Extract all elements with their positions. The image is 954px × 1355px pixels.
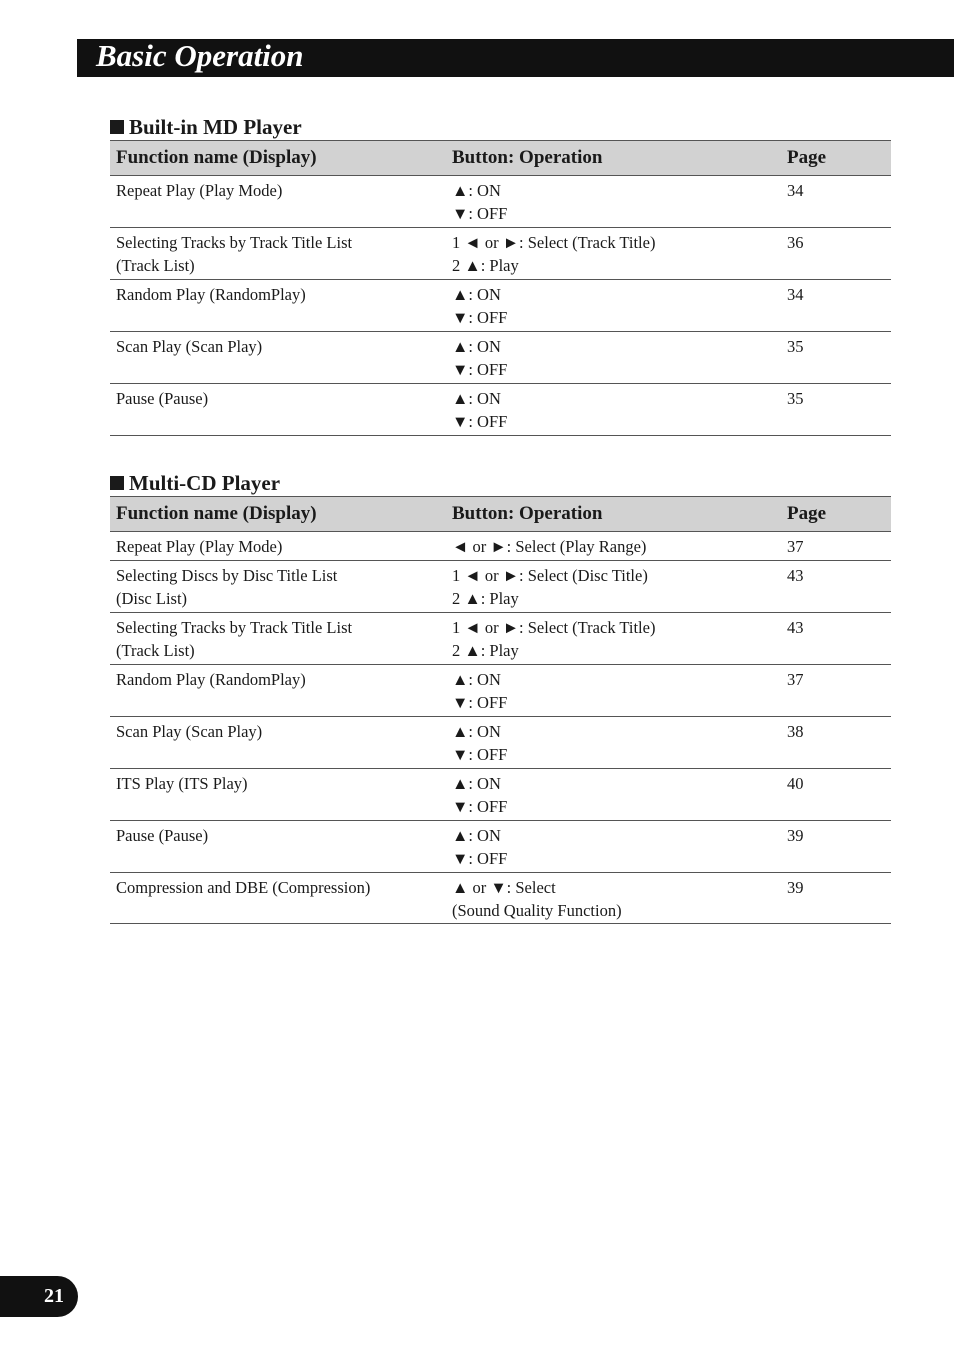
page-cell: 39 (781, 821, 891, 873)
operation-cell: 1 ◄ or ►: Select (Track Title) 2 ▲: Play (446, 613, 781, 665)
function-name-cell: Scan Play (Scan Play) (110, 332, 446, 384)
page-cell: 38 (781, 717, 891, 769)
page-cell: 36 (781, 228, 891, 280)
operation-cell: ▲: ON ▼: OFF (446, 717, 781, 769)
operation-cell: ▲: ON ▼: OFF (446, 821, 781, 873)
column-header-operation: Button: Operation (446, 497, 781, 532)
operation-cell: ▲: ON ▼: OFF (446, 769, 781, 821)
square-bullet-icon (110, 476, 124, 490)
page-cell: 34 (781, 176, 891, 228)
page-cell: 39 (781, 873, 891, 924)
function-name-cell: Repeat Play (Play Mode) (110, 176, 446, 228)
table-row (110, 561, 891, 613)
function-name-cell: ITS Play (ITS Play) (110, 769, 446, 821)
operation-cell: ▲: ON ▼: OFF (446, 332, 781, 384)
page-number-badge (0, 1276, 78, 1317)
table-row (110, 873, 891, 924)
page-cell: 35 (781, 332, 891, 384)
function-name-cell: Scan Play (Scan Play) (110, 717, 446, 769)
table-row (110, 821, 891, 873)
function-name-cell: Compression and DBE (Compression) (110, 873, 446, 924)
table-row (110, 665, 891, 717)
column-header-page: Page (781, 497, 891, 532)
operation-cell: 1 ◄ or ►: Select (Track Title) 2 ▲: Play (446, 228, 781, 280)
operation-cell: 1 ◄ or ►: Select (Disc Title) 2 ▲: Play (446, 561, 781, 613)
function-name-cell: Repeat Play (Play Mode) (110, 532, 446, 561)
operation-cell: ▲: ON ▼: OFF (446, 280, 781, 332)
function-name-cell: Random Play (RandomPlay) (110, 665, 446, 717)
square-bullet-icon (110, 120, 124, 134)
page-cell: 43 (781, 613, 891, 665)
page-cell: 43 (781, 561, 891, 613)
md-function-table (110, 140, 891, 436)
table-header-row (110, 497, 891, 532)
operation-cell: ▲: ON ▼: OFF (446, 384, 781, 436)
section-heading-md (110, 115, 302, 139)
operation-cell: ◄ or ►: Select (Play Range) (446, 532, 781, 561)
table-row (110, 769, 891, 821)
page-cell: 34 (781, 280, 891, 332)
section-heading-cd (110, 471, 280, 495)
page-cell: 35 (781, 384, 891, 436)
section-title: Multi-CD Player (129, 471, 281, 495)
page-cell: 37 (781, 532, 891, 561)
column-header-page: Page (781, 141, 891, 176)
function-name-cell: Selecting Tracks by Track Title List (Track List) (110, 228, 446, 280)
function-name-cell: Random Play (RandomPlay) (110, 280, 446, 332)
table-row (110, 717, 891, 769)
section-title: Built-in MD Player (129, 115, 302, 139)
column-header-function: Function name (Display) (110, 141, 446, 176)
table-row (110, 532, 891, 561)
header-bar (77, 39, 954, 77)
table-row (110, 332, 891, 384)
page-number: 21 (44, 1285, 64, 1307)
operation-cell: ▲: ON ▼: OFF (446, 176, 781, 228)
operation-cell: ▲: ON ▼: OFF (446, 665, 781, 717)
function-name-cell: Pause (Pause) (110, 384, 446, 436)
function-name-cell: Selecting Discs by Disc Title List (Disc List) (110, 561, 446, 613)
table-row (110, 384, 891, 436)
table-row (110, 613, 891, 665)
page-cell: 37 (781, 665, 891, 717)
function-name-cell: Selecting Tracks by Track Title List (Track List) (110, 613, 446, 665)
table-row (110, 176, 891, 228)
function-name-cell: Pause (Pause) (110, 821, 446, 873)
table-row (110, 228, 891, 280)
page-title: Basic Operation (96, 38, 304, 73)
cd-function-table (110, 496, 891, 924)
table-row (110, 280, 891, 332)
table-header-row (110, 141, 891, 176)
operation-cell: ▲ or ▼: Select (Sound Quality Function) (446, 873, 781, 924)
column-header-operation: Button: Operation (446, 141, 781, 176)
column-header-function: Function name (Display) (110, 497, 446, 532)
page-cell: 40 (781, 769, 891, 821)
